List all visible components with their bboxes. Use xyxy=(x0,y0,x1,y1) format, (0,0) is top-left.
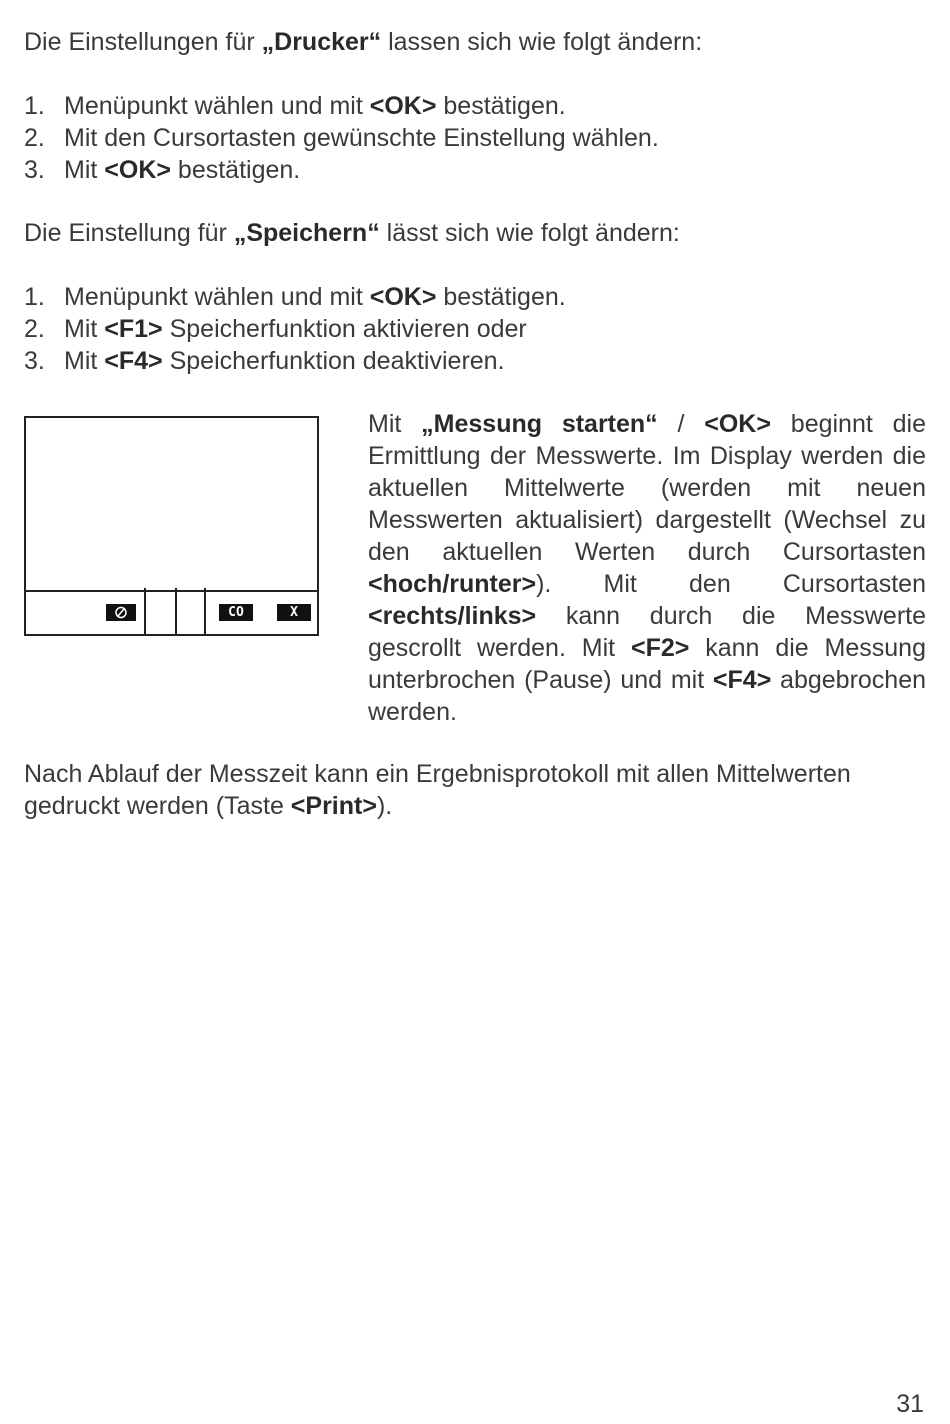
bar-divider xyxy=(204,588,206,634)
drucker-steps xyxy=(24,90,926,186)
list-item: 1. Menüpunkt wählen und mit <OK> bestätigen. xyxy=(24,283,566,311)
speichern-steps xyxy=(24,281,926,377)
display-screen xyxy=(26,418,317,592)
measurement-text xyxy=(368,408,926,728)
closing-paragraph: Nach Ablauf der Messzeit kann ein Ergebnisprotokoll mit allen Mittelwerten gedruckt werden (Taste <Print>). xyxy=(24,760,851,820)
co-icon: CO xyxy=(219,604,253,621)
section-drucker xyxy=(24,26,926,186)
list-item: 3. Mit <OK> bestätigen. xyxy=(24,156,301,184)
speichern-intro: Die Einstellung für „Speichern“ lässt sich wie folgt ändern: xyxy=(24,219,680,247)
list-item: 2. Mit <F1> Speicherfunktion aktivieren oder xyxy=(24,315,527,343)
section-speichern xyxy=(24,217,926,377)
pause-icon xyxy=(106,604,136,621)
close-icon: X xyxy=(277,604,311,621)
closing-section xyxy=(24,758,926,822)
list-item: 1. Menüpunkt wählen und mit <OK> bestätigen. xyxy=(24,92,566,120)
page-number: 31 xyxy=(896,1390,924,1418)
display-function-bar xyxy=(26,588,317,634)
list-item: 2. Mit den Cursortasten gewünschte Einstellung wählen. xyxy=(24,124,659,152)
list-item: 3. Mit <F4> Speicherfunktion deaktivieren. xyxy=(24,347,505,375)
bar-divider xyxy=(144,588,146,634)
device-display xyxy=(24,416,319,636)
drucker-intro: Die Einstellungen für „Drucker“ lassen sich wie folgt ändern: xyxy=(24,28,703,56)
bar-divider xyxy=(175,588,177,634)
measurement-paragraph: Mit „Messung starten“ / <OK> beginnt die Ermittlung der Messwerte. Im Display werden die aktuellen Mittelwerte (werden mit neuen Messwerten aktualisiert) dargestellt (Wechsel zu den aktuellen Werten durch Cursortasten <hoch/runter>). Mit den Cursortasten <rechts/links> kann durch die Messwerte gescrollt werden. Mit <F2> kann die Messung unterbrochen (Pause) und mit <F4> abgebrochen werden. xyxy=(368,410,927,726)
